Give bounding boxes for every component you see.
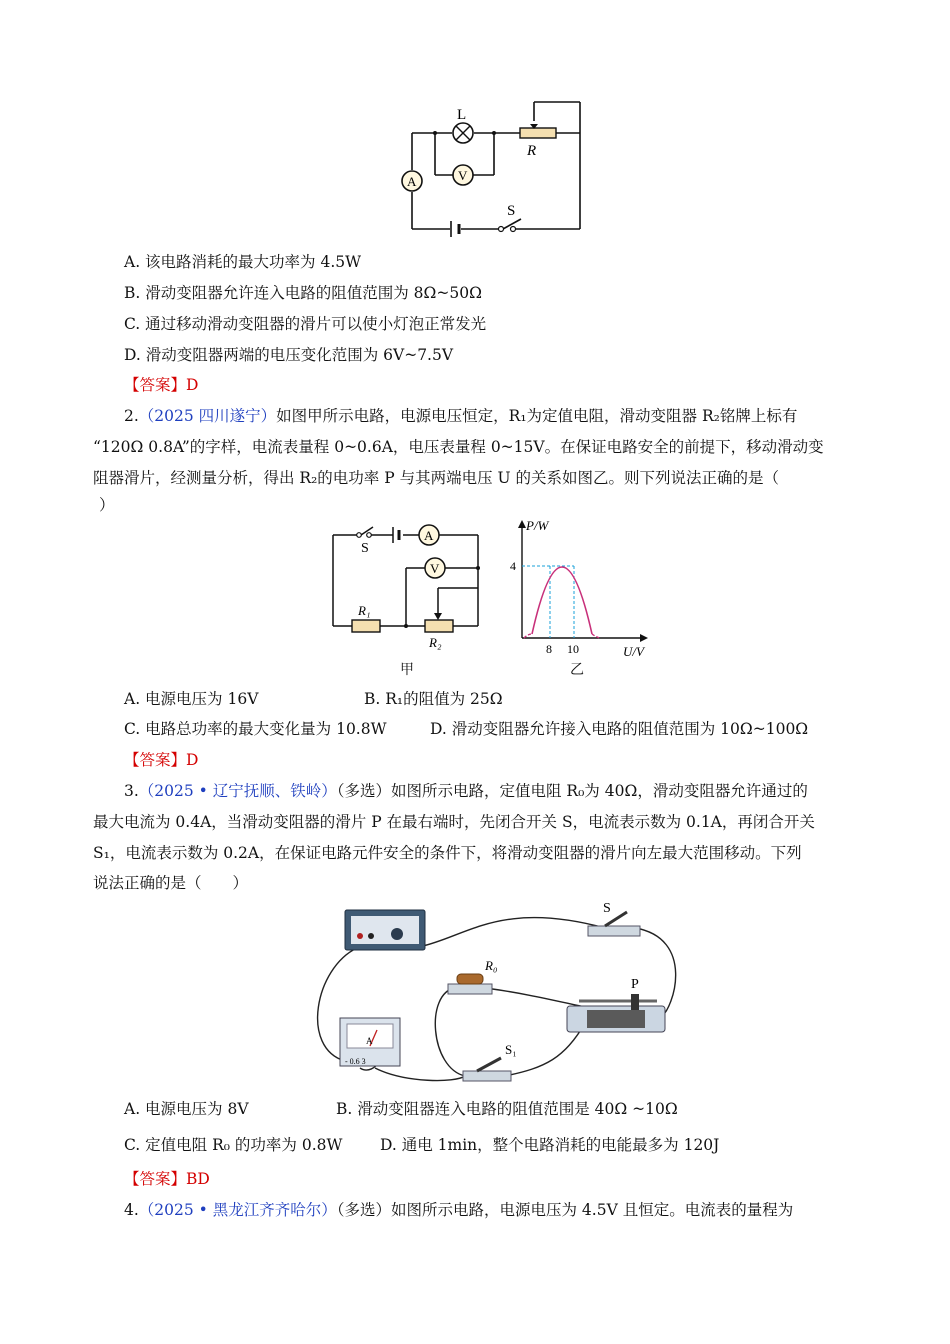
y-tick-4: 4 bbox=[510, 559, 516, 573]
x-axis-label: U/V bbox=[623, 644, 644, 659]
source-tag: （2025 • 黑龙江齐齐哈尔） bbox=[138, 1201, 337, 1219]
ammeter-label: A bbox=[424, 528, 434, 543]
q1-option-b: B. 滑动变阻器允许连入电路的阻值范围为 8Ω~50Ω bbox=[124, 284, 482, 302]
q2-stem-line-1 bbox=[124, 405, 797, 427]
q3-stem-line-3: S₁，电流表示数为 0.2A，在保证电路元件安全的条件下，将滑动变阻器的滑片向左最大范围移动。下列 bbox=[93, 844, 802, 862]
question-number: 4. bbox=[124, 1201, 139, 1219]
r0-label: R₀ bbox=[485, 958, 498, 973]
q2-stem-line-3: 阻器滑片，经测量分析，得出 R₂的电功率 P 与其两端电压 U 的关系如图乙。则下列说法正确的是（ bbox=[93, 469, 780, 487]
slider-p-label: P bbox=[631, 977, 639, 992]
x-tick-8: 8 bbox=[546, 642, 552, 656]
r2-label: R₂ bbox=[429, 635, 442, 650]
question-number: 2. bbox=[124, 407, 139, 425]
switch-s-label: S bbox=[603, 901, 611, 916]
stem-text: 如图甲所示电路，电源电压恒定，R₁为定值电阻，滑动变阻器 R₂铭牌上标有 bbox=[276, 407, 798, 425]
q1-option-d: D. 滑动变阻器两端的电压变化范围为 6V~7.5V bbox=[124, 346, 454, 364]
q3-stem-line-1 bbox=[124, 780, 808, 802]
figure-jia-caption: 甲 bbox=[400, 662, 414, 678]
switch-label: S bbox=[507, 203, 516, 219]
q2-answer bbox=[124, 749, 198, 771]
figure-3-physical-circuit bbox=[305, 898, 695, 1083]
figure-2-graph-yi bbox=[500, 516, 660, 661]
y-axis-label: P/W bbox=[526, 518, 549, 533]
meter-scale: - 0.6 3 bbox=[345, 1057, 366, 1066]
answer-label: 【答案】 bbox=[124, 1170, 187, 1188]
q3-option-a: A. 电源电压为 8V bbox=[124, 1100, 249, 1118]
answer-label: 【答案】 bbox=[124, 376, 187, 394]
voltmeter-label: V bbox=[458, 168, 468, 183]
stem-text: （多选）如图所示电路，电源电压为 4.5V 且恒定。电流表的量程为 bbox=[336, 1201, 794, 1219]
q1-option-a: A. 该电路消耗的最大功率为 4.5W bbox=[124, 253, 362, 271]
figure-yi-caption: 乙 bbox=[570, 662, 584, 678]
q1-answer bbox=[124, 374, 198, 396]
resistor-label: R bbox=[527, 143, 537, 159]
answer-value: D bbox=[186, 751, 199, 769]
meter-symbol: A bbox=[366, 1036, 373, 1046]
lamp-label: L bbox=[457, 107, 467, 123]
r1-label: R₁ bbox=[358, 603, 371, 618]
q3-option-d: D. 通电 1min，整个电路消耗的电能最多为 120J bbox=[380, 1136, 720, 1154]
stem-text: （多选）如图所示电路，定值电阻 R₀为 40Ω，滑动变阻器允许通过的 bbox=[336, 782, 808, 800]
answer-value: BD bbox=[186, 1170, 210, 1188]
q3-stem-line-2: 最大电流为 0.4A，当滑动变阻器的滑片 P 在最右端时，先闭合开关 S，电流表示数为 0.1A，再闭合开关 bbox=[93, 813, 815, 831]
q3-option-b: B. 滑动变阻器连入电路的阻值范围是 40Ω ~10Ω bbox=[336, 1100, 678, 1118]
q2-stem-line-4: ） bbox=[99, 496, 115, 514]
source-tag: （2025 • 辽宁抚顺、铁岭） bbox=[138, 782, 337, 800]
figure-1-circuit bbox=[395, 95, 590, 240]
x-tick-10: 10 bbox=[567, 642, 579, 656]
source-tag: （2025 四川遂宁） bbox=[138, 407, 277, 425]
q2-option-c: C. 电路总功率的最大变化量为 10.8W bbox=[124, 720, 387, 738]
switch-label: S bbox=[361, 541, 369, 556]
answer-value: D bbox=[186, 376, 199, 394]
question-number: 3. bbox=[124, 782, 139, 800]
q2-stem-line-2: “120Ω 0.8A”的字样，电流表量程 0~0.6A，电压表量程 0~15V。在保证电路安全的前提下，移动滑动变 bbox=[93, 438, 824, 456]
switch-s1-label: S₁ bbox=[505, 1042, 517, 1057]
q2-option-b: B. R₁的阻值为 25Ω bbox=[364, 690, 503, 708]
q3-answer bbox=[124, 1168, 210, 1190]
q2-option-d: D. 滑动变阻器允许接入电路的阻值范围为 10Ω~100Ω bbox=[430, 720, 809, 738]
answer-label: 【答案】 bbox=[124, 751, 187, 769]
figure-2-circuit-jia bbox=[325, 516, 495, 656]
ammeter-label: A bbox=[407, 174, 417, 189]
q1-option-c: C. 通过移动滑动变阻器的滑片可以使小灯泡正常发光 bbox=[124, 315, 487, 333]
q3-option-c: C. 定值电阻 R₀ 的功率为 0.8W bbox=[124, 1136, 343, 1154]
q4-stem-line-1 bbox=[124, 1199, 793, 1221]
voltmeter-label: V bbox=[430, 561, 440, 576]
q3-stem-line-4: 说法正确的是（ ） bbox=[93, 874, 249, 892]
q2-option-a: A. 电源电压为 16V bbox=[124, 690, 259, 708]
